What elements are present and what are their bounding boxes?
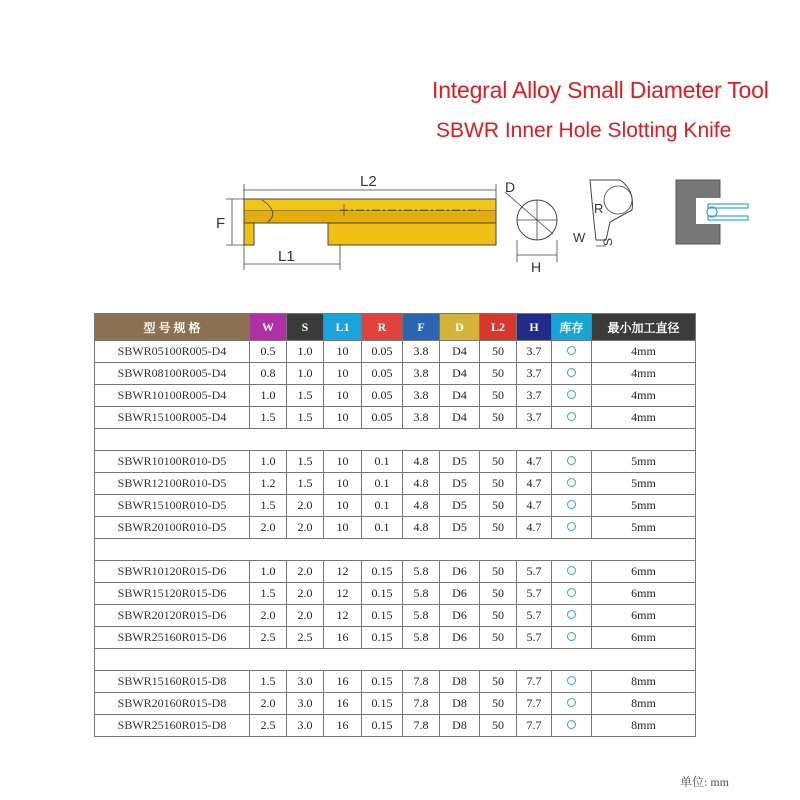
table-row [95, 627, 696, 649]
value-cell: 0.05 [362, 385, 403, 407]
stock-cell [552, 671, 592, 693]
value-cell: 4.7 [517, 451, 552, 473]
table-row [95, 583, 696, 605]
value-cell: 16 [324, 627, 362, 649]
value-cell: D4 [440, 341, 480, 363]
value-cell: 0.15 [362, 605, 403, 627]
table-row [95, 517, 696, 539]
stock-cell [552, 627, 592, 649]
value-cell: 0.05 [362, 407, 403, 429]
value-cell: 2.5 [250, 627, 287, 649]
table-row [95, 385, 696, 407]
value-cell: D4 [440, 407, 480, 429]
value-cell: 10 [324, 341, 362, 363]
value-cell: 7.8 [403, 715, 440, 737]
header-cell: 最小加工直径 [592, 314, 696, 341]
stock-cell [552, 561, 592, 583]
value-cell: 4.7 [517, 517, 552, 539]
tool-tip-detail [573, 180, 633, 246]
value-cell: 0.05 [362, 363, 403, 385]
header-cell: D [440, 314, 480, 341]
stock-cell [552, 517, 592, 539]
model-cell: SBWR15120R015-D6 [95, 583, 250, 605]
stock-cell [552, 385, 592, 407]
tool-side-view [216, 173, 496, 270]
value-cell: 3.0 [287, 715, 324, 737]
group-spacer [95, 539, 696, 561]
stock-cell [552, 473, 592, 495]
value-cell: D8 [440, 671, 480, 693]
value-cell: D4 [440, 385, 480, 407]
value-cell: 2.0 [287, 561, 324, 583]
stock-cell [552, 363, 592, 385]
value-cell: 10 [324, 363, 362, 385]
table-row [95, 671, 696, 693]
table-row [95, 473, 696, 495]
value-cell: 4mm [592, 385, 696, 407]
value-cell: 5.8 [403, 561, 440, 583]
value-cell: 3.8 [403, 341, 440, 363]
value-cell: D5 [440, 517, 480, 539]
value-cell: D5 [440, 495, 480, 517]
value-cell: 2.0 [250, 693, 287, 715]
value-cell: 3.8 [403, 385, 440, 407]
value-cell: D8 [440, 693, 480, 715]
value-cell: 16 [324, 693, 362, 715]
value-cell: 6mm [592, 583, 696, 605]
header-cell: W [250, 314, 287, 341]
model-cell: SBWR20100R010-D5 [95, 517, 250, 539]
value-cell: 0.1 [362, 473, 403, 495]
tool-drawing [0, 160, 800, 280]
header-cell: 库存 [552, 314, 592, 341]
in-stock-icon [567, 676, 576, 685]
model-cell: SBWR15100R005-D4 [95, 407, 250, 429]
value-cell: 5.7 [517, 583, 552, 605]
stock-cell [552, 451, 592, 473]
value-cell: 1.5 [250, 671, 287, 693]
tool-end-view [505, 179, 557, 275]
value-cell: 5.8 [403, 583, 440, 605]
value-cell: 50 [480, 451, 517, 473]
in-stock-icon [567, 500, 576, 509]
value-cell: 5.7 [517, 561, 552, 583]
value-cell: 0.15 [362, 583, 403, 605]
value-cell: 3.8 [403, 407, 440, 429]
value-cell: 12 [324, 583, 362, 605]
table-body [95, 341, 696, 737]
table-row [95, 605, 696, 627]
value-cell: 5.7 [517, 627, 552, 649]
value-cell: 5mm [592, 473, 696, 495]
model-cell: SBWR15100R010-D5 [95, 495, 250, 517]
header-cell: F [403, 314, 440, 341]
model-cell: SBWR25160R015-D6 [95, 627, 250, 649]
value-cell: 2.0 [287, 605, 324, 627]
header-cell: L2 [480, 314, 517, 341]
value-cell: 6mm [592, 627, 696, 649]
value-cell: D8 [440, 715, 480, 737]
model-cell: SBWR12100R010-D5 [95, 473, 250, 495]
value-cell: D5 [440, 473, 480, 495]
value-cell: 0.15 [362, 627, 403, 649]
value-cell: 1.0 [250, 385, 287, 407]
in-stock-icon [567, 478, 576, 487]
stock-cell [552, 341, 592, 363]
model-cell: SBWR25160R015-D8 [95, 715, 250, 737]
value-cell: D6 [440, 627, 480, 649]
group-spacer [95, 429, 696, 451]
value-cell: 50 [480, 495, 517, 517]
value-cell: 10 [324, 451, 362, 473]
value-cell: 0.8 [250, 363, 287, 385]
value-cell: 4.8 [403, 473, 440, 495]
value-cell: 3.7 [517, 341, 552, 363]
value-cell: D6 [440, 605, 480, 627]
value-cell: 5.8 [403, 627, 440, 649]
table-row [95, 693, 696, 715]
value-cell: 2.0 [287, 583, 324, 605]
table-row [95, 561, 696, 583]
value-cell: 2.5 [250, 715, 287, 737]
value-cell: 50 [480, 473, 517, 495]
title-line-2: SBWR Inner Hole Slotting Knife [436, 119, 732, 142]
value-cell: 5.8 [403, 605, 440, 627]
table-row [95, 451, 696, 473]
label-F: F [216, 215, 226, 232]
value-cell: 1.0 [250, 561, 287, 583]
group-spacer [95, 649, 696, 671]
value-cell: 50 [480, 561, 517, 583]
in-stock-icon [567, 720, 576, 729]
value-cell: 4.7 [517, 495, 552, 517]
stock-cell [552, 407, 592, 429]
value-cell: 3.7 [517, 407, 552, 429]
value-cell: 1.2 [250, 473, 287, 495]
value-cell: 1.5 [250, 495, 287, 517]
value-cell: 0.1 [362, 517, 403, 539]
value-cell: 50 [480, 671, 517, 693]
in-stock-icon [567, 698, 576, 707]
value-cell: 6mm [592, 605, 696, 627]
value-cell: 50 [480, 517, 517, 539]
value-cell: 5.7 [517, 605, 552, 627]
model-cell: SBWR20120R015-D6 [95, 605, 250, 627]
in-stock-icon [567, 412, 576, 421]
value-cell: 2.0 [287, 517, 324, 539]
header-cell: R [362, 314, 403, 341]
value-cell: 1.5 [287, 407, 324, 429]
value-cell: 8mm [592, 693, 696, 715]
value-cell: 6mm [592, 561, 696, 583]
table-row [95, 715, 696, 737]
value-cell: 8mm [592, 715, 696, 737]
value-cell: 0.15 [362, 671, 403, 693]
value-cell: 50 [480, 715, 517, 737]
label-L1: L1 [278, 248, 295, 265]
value-cell: 10 [324, 385, 362, 407]
in-stock-icon [567, 632, 576, 641]
label-S: S [601, 237, 615, 246]
value-cell: D4 [440, 363, 480, 385]
value-cell: 4mm [592, 407, 696, 429]
value-cell: 2.0 [287, 495, 324, 517]
table-header-row [95, 314, 696, 341]
in-stock-icon [567, 588, 576, 597]
value-cell: 2.5 [287, 627, 324, 649]
model-cell: SBWR08100R005-D4 [95, 363, 250, 385]
value-cell: 10 [324, 495, 362, 517]
stock-cell [552, 605, 592, 627]
header-cell: S [287, 314, 324, 341]
value-cell: 3.7 [517, 385, 552, 407]
value-cell: 3.7 [517, 363, 552, 385]
value-cell: 50 [480, 363, 517, 385]
label-L2: L2 [360, 173, 377, 190]
value-cell: 12 [324, 605, 362, 627]
label-H: H [531, 259, 542, 275]
value-cell: 7.7 [517, 671, 552, 693]
model-cell: SBWR10100R005-D4 [95, 385, 250, 407]
value-cell: D6 [440, 561, 480, 583]
in-stock-icon [567, 346, 576, 355]
value-cell: 50 [480, 385, 517, 407]
workpiece-section [676, 180, 748, 244]
label-R: R [594, 201, 604, 216]
value-cell: 3.0 [287, 693, 324, 715]
label-W: W [573, 230, 586, 245]
value-cell: 1.5 [287, 473, 324, 495]
header-cell: L1 [324, 314, 362, 341]
value-cell: 4mm [592, 341, 696, 363]
value-cell: 16 [324, 715, 362, 737]
value-cell: 0.1 [362, 451, 403, 473]
model-cell: SBWR10100R010-D5 [95, 451, 250, 473]
value-cell: 10 [324, 473, 362, 495]
value-cell: 12 [324, 561, 362, 583]
value-cell: 10 [324, 517, 362, 539]
model-cell: SBWR15160R015-D8 [95, 671, 250, 693]
stock-cell [552, 583, 592, 605]
in-stock-icon [567, 368, 576, 377]
value-cell: D5 [440, 451, 480, 473]
title-line-1: Integral Alloy Small Diameter Tool [432, 77, 769, 103]
value-cell: 5mm [592, 495, 696, 517]
unit-note: 单位: mm [680, 775, 730, 789]
model-cell: SBWR05100R005-D4 [95, 341, 250, 363]
header-cell: 型 号 规 格 [95, 314, 250, 341]
value-cell: 8mm [592, 671, 696, 693]
value-cell: 1.5 [287, 385, 324, 407]
value-cell: 2.0 [250, 605, 287, 627]
value-cell: 4.8 [403, 451, 440, 473]
value-cell: 4.8 [403, 495, 440, 517]
value-cell: 7.8 [403, 671, 440, 693]
value-cell: 4.7 [517, 473, 552, 495]
value-cell: 1.5 [287, 451, 324, 473]
model-cell: SBWR20160R015-D8 [95, 693, 250, 715]
in-stock-icon [567, 566, 576, 575]
value-cell: 50 [480, 627, 517, 649]
value-cell: 5mm [592, 451, 696, 473]
value-cell: 7.7 [517, 715, 552, 737]
value-cell: 0.5 [250, 341, 287, 363]
label-D: D [505, 179, 516, 195]
value-cell: 0.15 [362, 561, 403, 583]
table-row [95, 495, 696, 517]
value-cell: 7.8 [403, 693, 440, 715]
in-stock-icon [567, 456, 576, 465]
value-cell: 1.5 [250, 583, 287, 605]
value-cell: 16 [324, 671, 362, 693]
in-stock-icon [567, 610, 576, 619]
table-row [95, 407, 696, 429]
value-cell: 50 [480, 407, 517, 429]
value-cell: 50 [480, 583, 517, 605]
model-cell: SBWR10120R015-D6 [95, 561, 250, 583]
spec-table [94, 313, 696, 737]
value-cell: 0.1 [362, 495, 403, 517]
value-cell: 0.15 [362, 715, 403, 737]
header-cell: H [517, 314, 552, 341]
stock-cell [552, 693, 592, 715]
value-cell: 50 [480, 605, 517, 627]
value-cell: 4.8 [403, 517, 440, 539]
value-cell: 2.0 [250, 517, 287, 539]
value-cell: 1.0 [287, 363, 324, 385]
value-cell: 3.8 [403, 363, 440, 385]
value-cell: 0.05 [362, 341, 403, 363]
in-stock-icon [567, 390, 576, 399]
value-cell: 7.7 [517, 693, 552, 715]
value-cell: 1.5 [250, 407, 287, 429]
table-row [95, 341, 696, 363]
value-cell: 50 [480, 341, 517, 363]
stock-cell [552, 715, 592, 737]
value-cell: 4mm [592, 363, 696, 385]
value-cell: 1.0 [287, 341, 324, 363]
value-cell: 5mm [592, 517, 696, 539]
value-cell: 1.0 [250, 451, 287, 473]
value-cell: 10 [324, 407, 362, 429]
stock-cell [552, 495, 592, 517]
value-cell: 3.0 [287, 671, 324, 693]
in-stock-icon [567, 522, 576, 531]
value-cell: 0.15 [362, 693, 403, 715]
table-row [95, 363, 696, 385]
value-cell: D6 [440, 583, 480, 605]
value-cell: 50 [480, 693, 517, 715]
